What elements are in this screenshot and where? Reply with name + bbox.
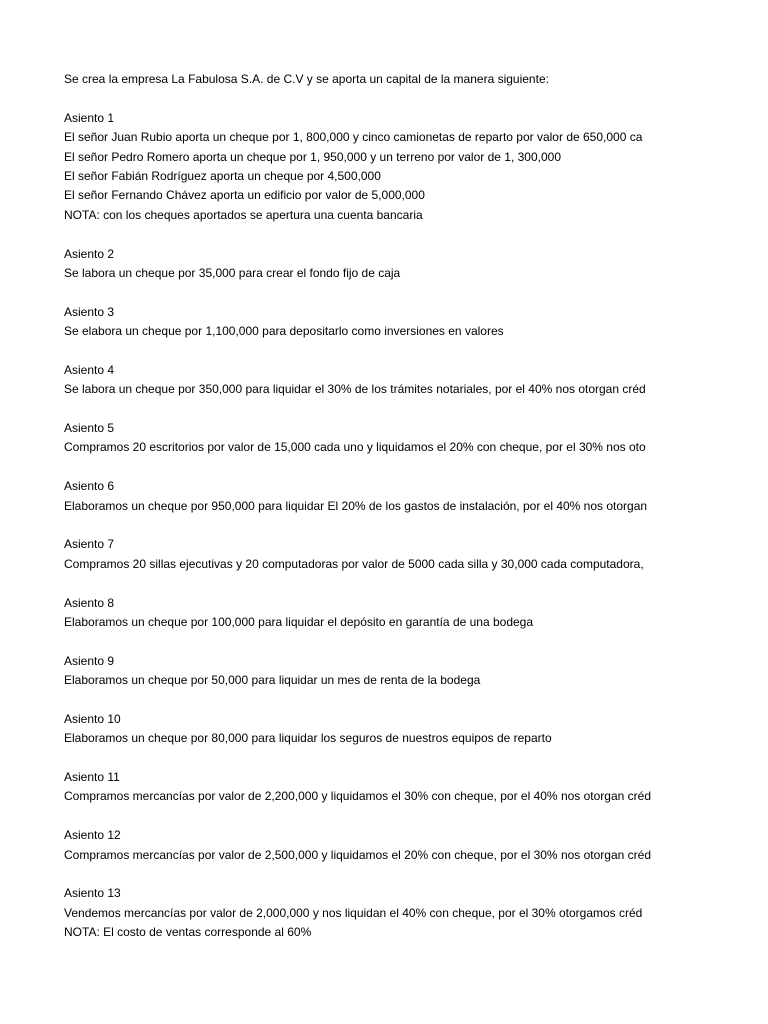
entry-line: Elaboramos un cheque por 80,000 para liquidar los seguros de nuestros equipos de reparto <box>64 731 552 746</box>
entry-line: Compramos 20 sillas ejecutivas y 20 computadoras por valor de 5000 cada silla y 30,000 cada computadora, <box>64 556 644 571</box>
entry-title: Asiento 8 <box>64 595 115 610</box>
entry-title: Asiento 11 <box>64 770 120 785</box>
entry-title: Asiento 7 <box>64 537 115 552</box>
entry-line: Se labora un cheque por 350,000 para liquidar el 30% de los trámites notariales, por el 40% nos otorgan créd <box>64 382 646 397</box>
entry-line: El señor Pedro Romero aporta un cheque por 1, 950,000 y un terreno por valor de 1, 300,000 <box>64 149 561 164</box>
entry-title: Asiento 13 <box>64 886 121 901</box>
entry-title: Asiento 2 <box>64 246 115 261</box>
entry-6 <box>64 477 668 516</box>
entry-line: El señor Fabián Rodríguez aporta un cheque por 4,500,000 <box>64 168 381 183</box>
entry-line: Elaboramos un cheque por 950,000 para liquidar El 20% de los gastos de instalación, por el 40% nos otorgan <box>64 498 648 513</box>
entry-1 <box>64 109 668 225</box>
entry-title: Asiento 5 <box>64 421 115 436</box>
entry-line: Compramos 20 escritorios por valor de 15,000 cada uno y liquidamos el 20% con cheque, por el 30% nos oto <box>64 440 646 455</box>
entry-title: Asiento 9 <box>64 653 115 668</box>
document-page <box>64 70 668 962</box>
entry-title: Asiento 12 <box>64 828 121 843</box>
entries-list <box>64 109 668 943</box>
entry-3 <box>64 303 668 342</box>
entry-title: Asiento 10 <box>64 711 121 726</box>
entry-title: Asiento 4 <box>64 362 115 377</box>
entry-title: Asiento 3 <box>64 304 115 319</box>
entry-line: NOTA: El costo de ventas corresponde al 60% <box>64 925 312 940</box>
entry-line: El señor Fernando Chávez aporta un edificio por valor de 5,000,000 <box>64 188 425 203</box>
entry-13 <box>64 884 668 942</box>
entry-line: El señor Juan Rubio aporta un cheque por 1, 800,000 y cinco camionetas de reparto por valor de 650,000 ca <box>64 130 643 145</box>
entry-line: Se labora un cheque por 35,000 para crear el fondo fijo de caja <box>64 265 401 280</box>
entry-title: Asiento 1 <box>64 110 115 125</box>
entry-line: Elaboramos un cheque por 100,000 para liquidar el depósito en garantía de una bodega <box>64 614 534 629</box>
entry-2 <box>64 245 668 284</box>
entry-4 <box>64 361 668 400</box>
entry-8 <box>64 594 668 633</box>
intro-text: Se crea la empresa La Fabulosa S.A. de C.V y se aporta un capital de la manera siguiente: <box>64 72 549 86</box>
entry-7 <box>64 535 668 574</box>
entry-line: Se elabora un cheque por 1,100,000 para depositarlo como inversiones en valores <box>64 324 504 339</box>
entry-line: Vendemos mercancías por valor de 2,000,000 y nos liquidan el 40% con cheque, por el 30% otorgamos créd <box>64 905 643 920</box>
entry-11 <box>64 768 668 807</box>
entry-5 <box>64 419 668 458</box>
entry-line: Elaboramos un cheque por 50,000 para liquidar un mes de renta de la bodega <box>64 673 481 688</box>
entry-10 <box>64 710 668 749</box>
entry-12 <box>64 826 668 865</box>
entry-9 <box>64 652 668 691</box>
entry-line: Compramos mercancías por valor de 2,200,000 y liquidamos el 30% con cheque, por el 40% nos otorgan créd <box>64 789 651 804</box>
entry-title: Asiento 6 <box>64 479 115 494</box>
entry-line: Compramos mercancías por valor de 2,500,000 y liquidamos el 20% con cheque, por el 30% nos otorgan créd <box>64 847 651 862</box>
entry-line: NOTA: con los cheques aportados se apertura una cuenta bancaria <box>64 207 423 222</box>
